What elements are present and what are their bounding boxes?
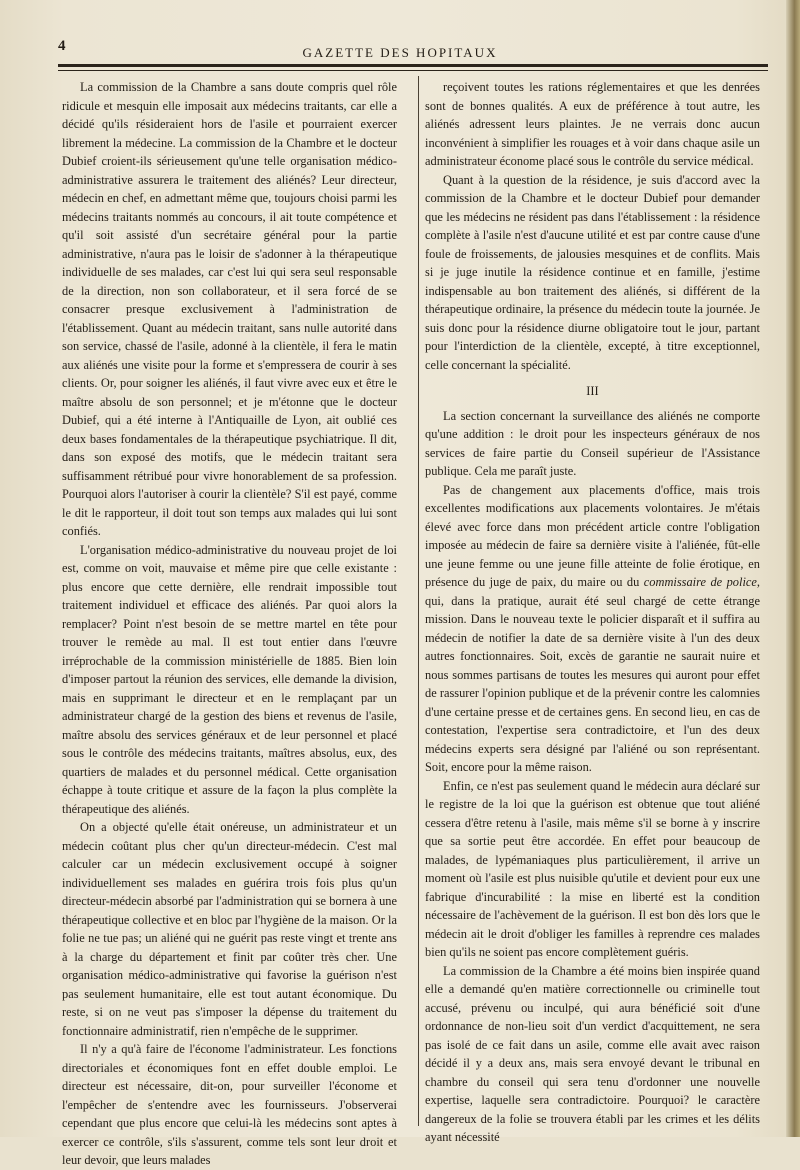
paragraph-cost-objection: On a objecté qu'elle était onéreuse, un administrateur et un médecin coûtant plus cher qu'un directeur-médecin. C'est mal calculer car un médecin exclusivement occupé à soigner individuellement ses malades en guérira trois fois plus qu'un directeur-médecin absorbé par l'administration qui se bornera à une thérapeutique collective et en bloc par l'hygiène de la maison. Or la folie ne tue pas; un aliéné qui ne guérit pas reste vingt et trente ans à la charge du département et finit par coûter très cher. Une organisation médico-administrative qui favorise la guérison n'est pas seulement humanitaire, elle est tout autant économique. Du reste, si on ne veut pas s'imposer la dépense du traitement du fonctionnaire administratif, rien n'empêche de le supprimer. bbox=[62, 820, 397, 1038]
left-column bbox=[62, 78, 397, 1170]
column-divider bbox=[418, 76, 419, 1126]
header-rule-thick bbox=[58, 64, 768, 67]
right-column bbox=[425, 78, 760, 1147]
page-binding-edge bbox=[786, 0, 800, 1137]
paragraph-organisation: L'organisation médico-administrative du nouveau projet de loi est, comme on voit, mauvaise et même pire que celle existante : plus encore que cette dernière, elle rendrait impossible tout traitement individuel et efficace des aliénés. Par quoi alors la remplacer? Point n'est besoin de se mettre martel en tête pour trouver le remède au mal. Il est tout entier dans l'œuvre irréprochable de la commission ministérielle de 1885. Bien loin d'imposer partout la réunion des services, elle demande la division, mais en supprimant le directeur et en le remplaçant par un administrateur chargé de la gestion des biens et revenus de l'asile, maître absolu des services généraux et de leur personnel et placé sous le contrôle des médecins traitants, maîtres absolus, eux, des quartiers de malades et du personnel médical. Cette organisation échappe à toute critique et assure de la façon la plus complète la thérapeutique des aliénés. bbox=[62, 542, 397, 816]
header-rule-thin bbox=[58, 70, 768, 71]
paragraph-commission-role: La commission de la Chambre a sans doute compris quel rôle ridicule et mesquin elle imposait aux médecins traitants, car elle a décidé qu'ils résideraient hors de l'asile et pourraient exercer librement la médecine. La commission de la Chambre et le docteur Dubief croient-ils sérieusement qu'une telle organisation médico-administrative assurera le traitement des aliénés? Leur directeur, médecin en chef, en admettant même que, toujours choisi parmi les médecins traitants nommés au concours, il ait toute compétence et qu'il soit assisté d'un secrétaire général pour la partie administrative, n'aura pas le loisir de s'adonner à la thérapeutique individuelle de ses malades, car c'est lui qui sera seul responsable de la direction, non son collaborateur, et il sera forcé de se consacrer presque exclusivement à l'administration de l'établissement. Quant au médecin traitant, sans nulle autorité dans son service, chassé de l'asile, adonné à la clientèle, il fera le matin aux aliénés une visite pour la forme et s'empressera de courir à ses clients. Or, pour soigner les aliénés, il faut vivre avec eux et être le maître absolu de son personnel; et je m'étonne que le docteur Dubief, qui a été interne à l'Antiquaille de Lyon, ait oublié ces deux bases fondamentales de la thérapeutique psychiatrique. Il dit, dans son exposé des motifs, que le médecin traitant sera suffisamment rétribué pour vivre honorablement de sa profession. Pourquoi alors l'autoriser à courir la clientèle? S'il est payé, comme le dit le rapporteur, il doit tout son temps aux malades qui lui sont confiés. bbox=[62, 80, 397, 538]
section-heading-III: III bbox=[586, 384, 599, 398]
paragraph-rations: reçoivent toutes les rations réglementaires et que les denrées sont de bonnes qualités. A eux de préférence à tout autre, les aliénés adressent leurs plaintes. Je ne verrais donc aucun inconvénient à simplifier les rouages et à voir dans chaque asile un administrateur économe placé sous le contrôle du service médical. bbox=[425, 80, 760, 168]
placements-italic-term: commissaire de police bbox=[643, 575, 757, 589]
running-title: GAZETTE DES HOPITAUX bbox=[302, 45, 498, 60]
paragraph-criminal: La commission de la Chambre a été moins bien inspirée quand elle a demandé qu'en matière correctionnelle ou criminelle tout accusé, prévenu ou inculpé, qui aura bénéficié soit d'une ordonnance de non-lieu soit d'un verdict d'acquittement, ne sera pas isolé de ce fait dans un asile, comme elle avait avec raison décidé il y a deux ans, mais sera envoyé devant le tribunal en chambre du conseil qui sera tenu d'ordonner une nouvelle expertise, laquelle sera contradictoire. Pourquoi? le caractère dangereux de la folie se trouvera établi par les crimes et les délits ayant nécessité bbox=[425, 963, 760, 1144]
placements-text-before: Pas de changement aux placements d'office, mais trois excellentes modifications aux placements volontaires. Je m'étais élevé avec force dans mon précédent article contre l'obligation imposée au médecin de faire sa dernière visite à l'aliénée, fût-elle une jeune femme ou une jeune fille atteinte de folie érotique, en présence du juge de paix, du maire ou du bbox=[425, 482, 760, 589]
paragraph-sortie: Enfin, ce n'est pas seulement quand le médecin aura déclaré sur le registre de la loi que la guérison est obtenue que tout aliéné cessera d'être retenu à l'asile, mais même s'il se borne à y inscrire que sa sortie peut être accordée. En effet pour beaucoup de malades, de lypémaniaques plus particulièrement, il arrive un moment où l'asile est plus nuisible qu'utile et devient pour eux une fabrique d'incurabilité : la mise en liberté est la condition nécessaire de l'achèvement de la guérison. Il est bon dès lors que le médecin ait le droit d'obliger les familles à reprendre ces malades bien qu'ils ne soient pas encore complètement guéris. bbox=[425, 778, 760, 959]
paragraph-econome: Il n'y a qu'à faire de l'économe l'administrateur. Les fonctions directoriales et économiques font en effet double emploi. Le directeur est nécessaire, dit-on, pour surveiller l'économe et l'empêcher de s'entendre avec les fournisseurs. J'observerai cependant que plus encore que celui-là les médecins sont aptes à exercer ce contrôle, s'ils s'assurent, comme tels sont leur droit et leur devoir, que leurs malades bbox=[62, 1042, 397, 1167]
placements-text-after: , qui, dans la pratique, aurait été seul chargé de cette étrange mission. Dans le nouveau texte le policier disparaît et il suffira au médecin de notifier la date de sa dernière visite à l'un des deux autres fonctionnaires. Soit, excès de garantie ne saurait nuire et nous sommes partisans de toutes les mesures qui auront pour effet de rassurer l'opinion publique et de la prévenir contre les calomnies d'une certaine presse et de certaines gens. En second lieu, en cas de contestation, l'expertise sera contradictoire, et l'un des deux médecins experts sera désigné par l'aliéné ou son représentant. Soit, encore pour la même raison. bbox=[425, 575, 760, 774]
paragraph-surveillance: La section concernant la surveillance des aliénés ne comporte qu'une addition : le droit pour les inspecteurs généraux de nos services de faire partie du Conseil supérieur de l'Assistance publique. Cela me paraît juste. bbox=[425, 408, 760, 478]
paragraph-placements bbox=[425, 481, 760, 777]
page-number: 4 bbox=[58, 38, 66, 54]
paragraph-residence: Quant à la question de la résidence, je suis d'accord avec la commission de la Chambre et le docteur Dubief pour demander que les médecins ne résident pas dans l'établissement : la résidence complète à l'asile n'est d'aucune utilité et est par contre cause d'une foule de froissements, de jalousies mesquines et de conflits. Mais si je juge inutile la résidence continue et en famille, j'estime indispensable au bon traitement des aliénés, si différent de la thérapeutique ordinaire, la présence du médecin toute la journée. Je suis donc pour la résidence diurne obligatoire tout le jour, partant pour l'interdiction de la clientèle, excepté, à titre exceptionnel, celle concernant la spécialité. bbox=[425, 172, 760, 372]
